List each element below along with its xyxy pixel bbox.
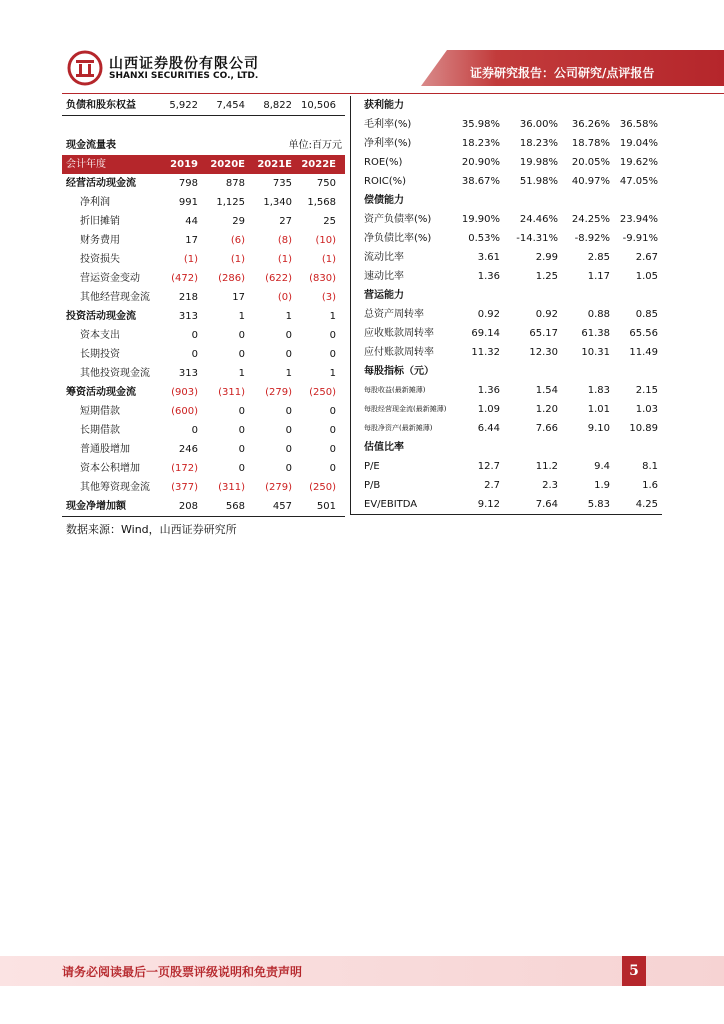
table-bottom bbox=[62, 516, 345, 517]
ratio-label: 应付账款周转率 bbox=[364, 347, 434, 358]
ratio-value: 10.31 bbox=[581, 347, 610, 358]
ratio-value: 20.05% bbox=[571, 157, 610, 168]
ratio-value: 1.20 bbox=[535, 404, 558, 415]
ratio-value: 19.04% bbox=[619, 138, 658, 149]
ratio-label: 每股净资产(最新摊薄) bbox=[364, 424, 433, 432]
ratio-label: 毛利率(%) bbox=[364, 119, 412, 130]
ratio-label: EV/EBITDA bbox=[364, 499, 418, 510]
ratio-value: 36.00% bbox=[519, 119, 558, 130]
row-value: (830) bbox=[309, 273, 336, 284]
ratio-value: 9.12 bbox=[477, 499, 500, 510]
ratio-value: 47.05% bbox=[619, 176, 658, 187]
ratio-label: 每股经营现金流(最新摊薄) bbox=[364, 405, 447, 413]
ratio-value: 18.23% bbox=[461, 138, 500, 149]
ratio-value: 2.15 bbox=[635, 385, 658, 396]
row-value: 568 bbox=[225, 501, 245, 512]
ratio-label: 每股指标（元） bbox=[364, 366, 434, 377]
ratio-label: P/B bbox=[364, 480, 381, 491]
data-source: 数据来源：Wind，山西证券研究所 bbox=[66, 523, 237, 536]
ratio-value: 18.78% bbox=[571, 138, 610, 149]
row-value: (1) bbox=[230, 254, 245, 265]
row-value: 0 bbox=[285, 349, 292, 360]
row-value: 0 bbox=[238, 406, 245, 417]
row-value: 25 bbox=[323, 216, 336, 227]
ratio-value: 23.94% bbox=[619, 214, 658, 225]
row-value: (472) bbox=[171, 273, 198, 284]
ratio-value: 9.10 bbox=[587, 423, 610, 434]
row-value: 29 bbox=[232, 216, 245, 227]
ratio-value: 1.36 bbox=[477, 271, 500, 282]
ratio-value: 11.2 bbox=[535, 461, 558, 472]
row-value: 735 bbox=[272, 178, 292, 189]
ratio-value: 69.14 bbox=[471, 328, 500, 339]
row-label: 资本支出 bbox=[80, 330, 120, 341]
ratio-value: 11.32 bbox=[471, 347, 500, 358]
ratio-value: 8.1 bbox=[642, 461, 658, 472]
ratio-value: 1.36 bbox=[477, 385, 500, 396]
row-value: 0 bbox=[238, 425, 245, 436]
row-value: 1 bbox=[285, 368, 292, 379]
ratio-value: 1.6 bbox=[642, 480, 658, 491]
ratio-value: 7.64 bbox=[535, 499, 558, 510]
row-value: 313 bbox=[178, 368, 198, 379]
ratio-value: 0.92 bbox=[535, 309, 558, 320]
ratio-label: ROIC(%) bbox=[364, 176, 407, 187]
ratio-value: 19.90% bbox=[461, 214, 500, 225]
row-value: (286) bbox=[218, 273, 245, 284]
row-value: 0 bbox=[238, 444, 245, 455]
row-value: (0) bbox=[277, 292, 292, 303]
ratio-value: 36.58% bbox=[619, 119, 658, 130]
ratio-label: 净负债比率(%) bbox=[364, 233, 432, 244]
row-value: 0 bbox=[329, 406, 336, 417]
ratio-value: 38.67% bbox=[461, 176, 500, 187]
ratio-value: 61.38 bbox=[581, 328, 610, 339]
row-divider bbox=[62, 115, 345, 116]
year-header: 2021E bbox=[257, 159, 292, 170]
row-value: 0 bbox=[238, 463, 245, 474]
row-value: (279) bbox=[265, 387, 292, 398]
row-value: 0 bbox=[238, 349, 245, 360]
row-value: 0 bbox=[285, 444, 292, 455]
ratio-label: 净利率(%) bbox=[364, 138, 412, 149]
row-value: 878 bbox=[225, 178, 245, 189]
row-label: 投资活动现金流 bbox=[66, 311, 136, 322]
row-value: 0 bbox=[191, 330, 198, 341]
row-value: 0 bbox=[329, 425, 336, 436]
table-separator bbox=[350, 96, 351, 515]
ratio-value: 20.90% bbox=[461, 157, 500, 168]
ratio-label: 每股收益(最新摊薄) bbox=[364, 386, 426, 394]
row-label: 其他投资现金流 bbox=[80, 368, 150, 379]
ratio-value: 51.98% bbox=[519, 176, 558, 187]
row-value: 0 bbox=[329, 330, 336, 341]
ratio-value: -9.91% bbox=[622, 233, 658, 244]
ratio-value: 24.46% bbox=[519, 214, 558, 225]
page-number: 5 bbox=[622, 956, 646, 986]
company-name-en: SHANXI SECURITIES CO., LTD. bbox=[109, 71, 259, 81]
ratio-label: P/E bbox=[364, 461, 380, 472]
row-value: (311) bbox=[218, 482, 245, 493]
ratio-value: 6.44 bbox=[477, 423, 500, 434]
row-label: 经营活动现金流 bbox=[66, 178, 136, 189]
row-value: (6) bbox=[230, 235, 245, 246]
row-value: (250) bbox=[309, 387, 336, 398]
report-type-label: 证券研究报告：公司研究/点评报告 bbox=[470, 66, 655, 80]
ratio-value: 9.4 bbox=[594, 461, 610, 472]
row-label: 长期借款 bbox=[80, 425, 120, 436]
row-value: (172) bbox=[171, 463, 198, 474]
row-value: (377) bbox=[171, 482, 198, 493]
balance-value: 5,922 bbox=[169, 100, 198, 111]
unit-label: 单位:百万元 bbox=[288, 140, 342, 151]
ratio-value: 2.85 bbox=[587, 252, 610, 263]
row-value: 750 bbox=[316, 178, 336, 189]
row-label: 长期投资 bbox=[80, 349, 120, 360]
ratio-value: 10.89 bbox=[629, 423, 658, 434]
row-value: (311) bbox=[218, 387, 245, 398]
row-label: 现金净增加额 bbox=[66, 501, 126, 512]
ratio-value: 0.92 bbox=[477, 309, 500, 320]
year-header: 2020E bbox=[210, 159, 245, 170]
company-name-cn: 山西证券股份有限公司 bbox=[109, 56, 259, 72]
balance-value: 10,506 bbox=[301, 100, 336, 111]
ratio-value: 36.26% bbox=[571, 119, 610, 130]
ratio-value: 4.25 bbox=[635, 499, 658, 510]
ratio-value: 2.99 bbox=[535, 252, 558, 263]
ratio-label: 总资产周转率 bbox=[364, 309, 424, 320]
ratio-value: 18.23% bbox=[519, 138, 558, 149]
ratio-value: 12.30 bbox=[529, 347, 558, 358]
row-label: 折旧摊销 bbox=[80, 216, 120, 227]
row-value: 1 bbox=[238, 368, 245, 379]
ratio-value: 1.54 bbox=[535, 385, 558, 396]
ratio-value: 0.85 bbox=[635, 309, 658, 320]
disclaimer-notice: 请务必阅读最后一页股票评级说明和免责声明 bbox=[62, 965, 303, 979]
row-label: 净利润 bbox=[80, 197, 110, 208]
ratio-value: 35.98% bbox=[461, 119, 500, 130]
row-value: 1 bbox=[238, 311, 245, 322]
row-value: 0 bbox=[191, 425, 198, 436]
year-header: 2022E bbox=[301, 159, 336, 170]
ratio-value: 5.83 bbox=[587, 499, 610, 510]
ratio-value: 40.97% bbox=[571, 176, 610, 187]
row-value: 17 bbox=[185, 235, 198, 246]
table-bottom bbox=[350, 514, 662, 515]
row-value: (1) bbox=[277, 254, 292, 265]
row-value: 798 bbox=[178, 178, 198, 189]
row-label: 投资损失 bbox=[80, 254, 120, 265]
balance-value: 8,822 bbox=[263, 100, 292, 111]
row-value: (1) bbox=[321, 254, 336, 265]
ratio-value: 3.61 bbox=[477, 252, 500, 263]
ratio-value: -14.31% bbox=[516, 233, 558, 244]
ratio-value: 1.01 bbox=[587, 404, 610, 415]
ratio-value: 1.83 bbox=[587, 385, 610, 396]
ratio-value: 0.88 bbox=[587, 309, 610, 320]
row-value: 313 bbox=[178, 311, 198, 322]
ratio-value: 1.17 bbox=[587, 271, 610, 282]
row-value: 0 bbox=[285, 463, 292, 474]
row-value: (903) bbox=[171, 387, 198, 398]
ratio-label: 流动比率 bbox=[364, 252, 404, 263]
ratio-value: 2.3 bbox=[542, 480, 558, 491]
row-value: 44 bbox=[185, 216, 198, 227]
ratio-value: 1.03 bbox=[635, 404, 658, 415]
ratio-label: 估值比率 bbox=[364, 442, 404, 453]
row-label: 筹资活动现金流 bbox=[66, 387, 136, 398]
row-value: 1,125 bbox=[216, 197, 245, 208]
header-label: 会计年度 bbox=[66, 159, 106, 170]
ratio-value: 65.17 bbox=[529, 328, 558, 339]
row-value: 1,568 bbox=[307, 197, 336, 208]
row-value: 246 bbox=[178, 444, 198, 455]
row-label: 短期借款 bbox=[80, 406, 120, 417]
row-value: 1 bbox=[285, 311, 292, 322]
ratio-value: -8.92% bbox=[574, 233, 610, 244]
ratio-value: 65.56 bbox=[629, 328, 658, 339]
row-label: 资本公积增加 bbox=[80, 463, 140, 474]
page-header bbox=[0, 0, 724, 95]
row-label: 营运资金变动 bbox=[80, 273, 140, 284]
ratio-label: 资产负债率(%) bbox=[364, 214, 432, 225]
row-value: (600) bbox=[171, 406, 198, 417]
row-value: 27 bbox=[279, 216, 292, 227]
ratio-value: 2.7 bbox=[484, 480, 500, 491]
ratio-label: 获利能力 bbox=[364, 100, 404, 111]
row-value: 208 bbox=[178, 501, 198, 512]
ratio-value: 2.67 bbox=[635, 252, 658, 263]
ratio-label: 偿债能力 bbox=[364, 195, 404, 206]
cashflow-title: 现金流量表 bbox=[66, 140, 116, 151]
year-header: 2019 bbox=[170, 159, 198, 170]
ratio-value: 11.49 bbox=[629, 347, 658, 358]
row-value: (8) bbox=[277, 235, 292, 246]
row-value: (250) bbox=[309, 482, 336, 493]
company-logo-icon bbox=[67, 50, 103, 86]
ratio-label: ROE(%) bbox=[364, 157, 403, 168]
balance-label: 负债和股东权益 bbox=[66, 100, 136, 111]
row-label: 财务费用 bbox=[80, 235, 120, 246]
row-value: (3) bbox=[321, 292, 336, 303]
row-value: 1,340 bbox=[263, 197, 292, 208]
ratio-label: 营运能力 bbox=[364, 290, 404, 301]
ratio-value: 19.62% bbox=[619, 157, 658, 168]
row-value: (622) bbox=[265, 273, 292, 284]
row-value: 0 bbox=[285, 406, 292, 417]
row-value: 0 bbox=[329, 349, 336, 360]
ratio-value: 1.09 bbox=[477, 404, 500, 415]
row-value: (10) bbox=[315, 235, 336, 246]
row-value: 457 bbox=[272, 501, 292, 512]
ratio-value: 12.7 bbox=[477, 461, 500, 472]
row-value: 218 bbox=[178, 292, 198, 303]
ratio-value: 1.9 bbox=[594, 480, 610, 491]
row-value: 0 bbox=[329, 444, 336, 455]
row-label: 普通股增加 bbox=[80, 444, 130, 455]
row-value: 0 bbox=[191, 349, 198, 360]
row-value: 501 bbox=[316, 501, 336, 512]
ratio-value: 0.53% bbox=[468, 233, 500, 244]
row-value: 0 bbox=[329, 463, 336, 474]
row-label: 其他筹资现金流 bbox=[80, 482, 150, 493]
row-value: 0 bbox=[285, 425, 292, 436]
row-value: 17 bbox=[232, 292, 245, 303]
header-divider bbox=[62, 93, 724, 94]
row-value: (279) bbox=[265, 482, 292, 493]
row-value: (1) bbox=[183, 254, 198, 265]
ratio-value: 7.66 bbox=[535, 423, 558, 434]
ratio-value: 24.25% bbox=[571, 214, 610, 225]
balance-value: 7,454 bbox=[216, 100, 245, 111]
ratio-value: 1.05 bbox=[635, 271, 658, 282]
ratio-value: 1.25 bbox=[535, 271, 558, 282]
row-value: 991 bbox=[178, 197, 198, 208]
row-value: 0 bbox=[238, 330, 245, 341]
row-value: 1 bbox=[329, 368, 336, 379]
ratio-label: 速动比率 bbox=[364, 271, 404, 282]
row-value: 0 bbox=[285, 330, 292, 341]
row-value: 1 bbox=[329, 311, 336, 322]
row-label: 其他经营现金流 bbox=[80, 292, 150, 303]
ratio-value: 19.98% bbox=[519, 157, 558, 168]
ratio-label: 应收账款周转率 bbox=[364, 328, 434, 339]
